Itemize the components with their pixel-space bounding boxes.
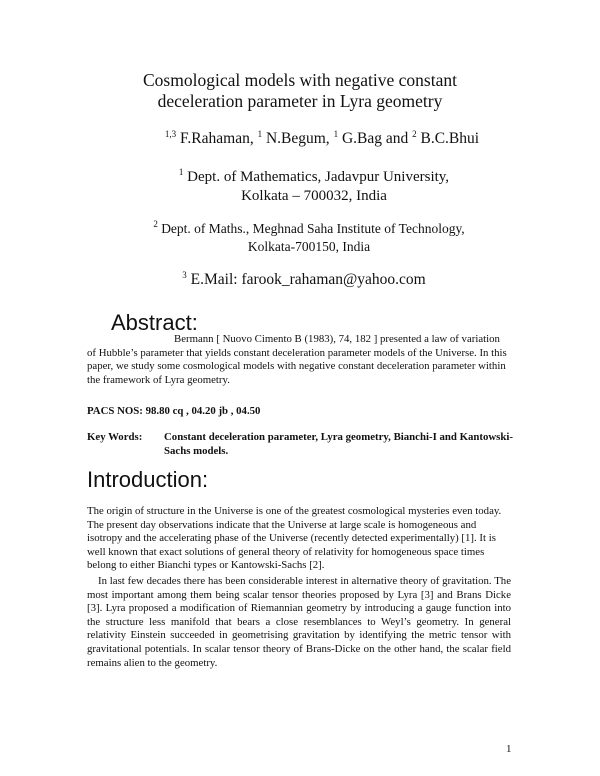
pacs-numbers: PACS NOS: 98.80 cq , 04.20 jb , 04.50 [87,405,261,417]
author-list [0,130,600,148]
author-3-superscript: 1 [333,129,339,139]
affiliation-2-superscript: 2 [153,219,158,229]
affiliation-1-superscript: 1 [178,167,184,177]
author-3-name: G.Bag and [338,130,413,147]
affiliation-2 [0,220,600,256]
abstract-text: Bermann [ Nuovo Cimento B (1983), 74, 182 ] presented a law of variation of Hubble’s parameter that yields constant deceleration parameter models of the Universe. In this paper, we study some cosmological models with negative constant deceleration parameter within the framework of Lyra geometry. [87,333,507,386]
author-4-superscript: 2 [412,129,417,139]
keywords-label: Key Words: [87,431,143,443]
introduction-paragraph-1: The origin of structure in the Universe is one of the greatest cosmological mysteries even today. The present day observations indicate that the Universe at large scale is homogeneous and isotropy and the accelerating phase of the Universe (recently detected experimentally) [1]. It is well known that exact solutions of general theory of relativity for homogeneous space times belong to either Bianchi types or Kantowski-Sachs [2]. [87,505,502,572]
affiliation-1-line-1: Dept. of Mathematics, Jadavpur University, [183,169,450,185]
author-1-name: F.Rahaman, [176,130,258,147]
author-2-superscript: 1 [257,129,263,139]
affiliation-1-line-2: Kolkata – 700032, India [241,188,387,204]
author-4-name: B.C.Bhui [416,130,480,147]
email-superscript: 3 [182,270,187,280]
email-text: E.Mail: farook_rahaman@yahoo.com [186,271,426,288]
keywords-text: Constant deceleration parameter, Lyra geometry, Bianchi-I and Kantowski-Sachs models. [164,431,513,457]
title-line-1: Cosmological models with negative constant [143,70,457,90]
abstract-heading: Abstract: [111,310,198,335]
affiliation-2-line-1: Dept. of Maths., Meghnad Saha Institute of Technology, [157,221,465,236]
page-number: 1 [506,743,512,755]
title-line-2: deceleration parameter in Lyra geometry [157,91,443,111]
paper-title [0,70,600,112]
author-2-name: N.Begum, [262,130,334,147]
affiliation-2-line-2: Kolkata-700150, India [247,239,371,254]
contact-email [0,270,600,289]
introduction-heading: Introduction: [87,467,209,492]
introduction-paragraph-2: In last few decades there has been considerable interest in alternative theory of gravitation. The most important among them being scalar tensor theories proposed by Lyra [3] and Brans Dicke [3]. Lyra proposed a modification of Riemannian geometry by introducing a gauge function into the structure less manifold that bears a close resemblances to Weyl’s geometry. In general relativity Einstein succeeded in geometrising gravitation by identifying the metric tensor with gravitational potentials. In scalar tensor theory of Brans-Dicke on the other hand, the scalar field remains alien to the geometry. [87,575,511,669]
affiliation-1 [0,168,600,206]
author-1-superscript: 1,3 [164,129,177,139]
